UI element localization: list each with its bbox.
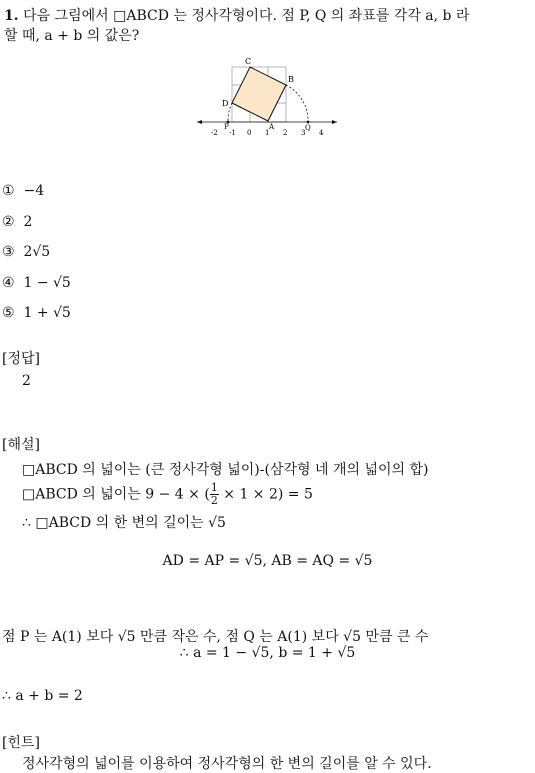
arc-q xyxy=(286,85,308,122)
label-q: Q xyxy=(305,124,311,132)
coordinate-figure xyxy=(195,55,345,140)
explanation-line-3: ∴ □ABCD 의 한 변의 길이는 √5 xyxy=(22,515,226,531)
choice-5[interactable] xyxy=(2,305,71,321)
choice-text: 2√5 xyxy=(23,244,51,260)
choice-2[interactable] xyxy=(2,214,32,230)
tick-label: 4 xyxy=(319,129,324,137)
explanation-conclusion: ∴ a + b = 2 xyxy=(2,688,83,704)
equation-segments: AD = AP = √5, AB = AQ = √5 xyxy=(162,553,373,569)
label-b: B xyxy=(288,75,294,84)
explanation-line-1: □ABCD 의 넓이는 (큰 정사각형 넓이)-(삼각형 네 개의 넓이의 합) xyxy=(22,462,429,478)
point-q xyxy=(307,121,310,124)
axis-arrow-left xyxy=(197,120,202,124)
choice-text: 1 − √5 xyxy=(23,275,71,291)
label-c: C xyxy=(245,57,252,66)
tick-label: -2 xyxy=(211,129,218,137)
choice-mark: ④ xyxy=(2,275,15,291)
tick-label: -1 xyxy=(229,129,236,137)
question-number: 1. xyxy=(4,8,19,24)
tick-label: 0 xyxy=(247,129,252,137)
choice-mark: ③ xyxy=(2,244,15,260)
tick-label: 2 xyxy=(283,129,288,137)
hint-heading: [힌트] xyxy=(2,735,40,751)
square-abcd xyxy=(232,67,286,121)
arc-p xyxy=(228,103,232,122)
explanation-line-2-head: □ABCD 의 넓이는 9 − 4 × ( xyxy=(22,486,210,503)
fraction-numerator: 1 xyxy=(210,481,218,494)
explanation-line-2 xyxy=(22,482,313,507)
choice-text: 2 xyxy=(23,214,33,230)
choice-mark: ② xyxy=(2,214,15,230)
choice-text: 1 + √5 xyxy=(23,305,71,321)
label-d: D xyxy=(222,99,229,108)
choice-4[interactable] xyxy=(2,275,71,291)
choice-mark: ① xyxy=(2,183,15,199)
choice-text: −4 xyxy=(23,183,45,199)
question-text-1: 다음 그림에서 □ABCD 는 정사각형이다. 점 P, Q 의 좌표를 각각 a, b 라 xyxy=(23,8,470,24)
choice-3[interactable] xyxy=(2,244,50,260)
hint-text: 정사각형의 넓이를 이용하여 정사각형의 한 변의 길이를 알 수 있다. xyxy=(22,756,432,772)
explanation-heading: [해설] xyxy=(2,437,40,453)
tick-label: 1 xyxy=(265,129,270,137)
tick-label: 3 xyxy=(301,129,306,137)
question-line-1 xyxy=(4,5,469,25)
equation-ab: ∴ a = 1 − √5, b = 1 + √5 xyxy=(179,645,356,661)
choice-1[interactable] xyxy=(2,183,44,199)
answer-heading: [정답] xyxy=(2,351,40,367)
explanation-line-2-tail: × 1 × 2) = 5 xyxy=(218,486,313,503)
answer-value: 2 xyxy=(22,373,31,389)
axis-arrow-right xyxy=(332,120,337,124)
fraction-half xyxy=(210,482,219,507)
choice-mark: ⑤ xyxy=(2,305,15,321)
label-a: A xyxy=(269,123,275,131)
label-p: P xyxy=(224,123,229,131)
question-text-2: 할 때, a + b 의 값은? xyxy=(4,28,140,44)
fraction-denominator: 2 xyxy=(210,494,218,507)
explanation-line-4: 점 P 는 A(1) 보다 √5 만큼 작은 수, 점 Q 는 A(1) 보다 √5 만큼 큰 수 xyxy=(2,629,429,645)
